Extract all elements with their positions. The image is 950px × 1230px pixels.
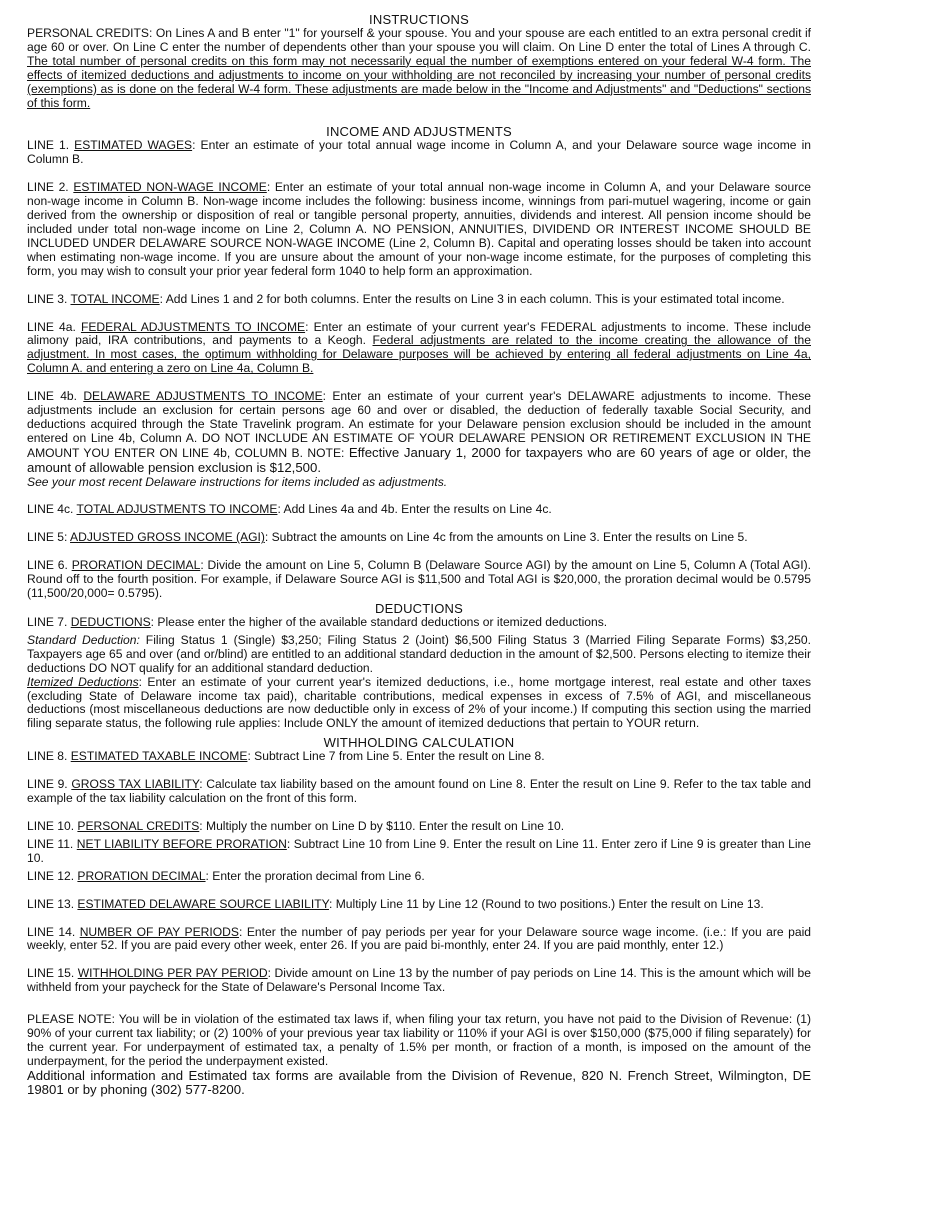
line-4b: LINE 4b. DELAWARE ADJUSTMENTS TO INCOME: Enter an estimate of your current year's DELAWARE adjustments to income. These adjustments include an exclusion for certain persons age 60 and over or disabled, the deduction of federally taxable Social Security, and deductions acquired through the State Travelink program. An estimate for your Delaware pension exclusion should be included in the amount entered on Line 4b, Column A. DO NOT INCLUDE AN ESTIMATE OF YOUR DELAWARE PENSION OR RETIREMENT EXCLUSION IN THE AMOUNT YOU ENTER ON LINE 4b, COLUMN B. NOTE: Effective January 1, 2000 for taxpayers who are 60 years of age or older, the amount of allowable pension exclusion is $12,500. See your most recent Delaware instructions for items included as adjustments. bbox=[27, 389, 811, 489]
additional-information: Additional information and Estimated tax forms are available from the Division of Revenue, 820 N. French Street, Wilmington, DE 19801 or by phoning (302) 577-8200. bbox=[27, 1067, 811, 1097]
itemized-deductions: Itemized Deductions: Enter an estimate of your current year's itemized deductions, i.e., home mortgage interest, real estate and other taxes (excluding State of Delaware income tax paid), charitable contributions, medical expenses in excess of 7.5% of AGI, and miscellaneous deductions (most miscellaneous deductions are now deductible only in excess of 2% of your income.) If computing this section using the married filing separate status, the following rule applies: Include ONLY the amount of itemized deductions that pertain to YOUR return. bbox=[27, 674, 811, 731]
line-10: LINE 10. PERSONAL CREDITS: Multiply the number on Line D by $110. Enter the result on Line 10. bbox=[27, 818, 565, 833]
line-14: LINE 14. NUMBER OF PAY PERIODS: Enter the number of pay periods per year for your Delaware source wage income. (i.e.: If you are paid weekly, enter 52. If you are paid every other week, enter 26. If you are paid bi-monthly, enter 24. If you are paid monthly, enter 12.) bbox=[27, 924, 812, 953]
line-15: LINE 15. WITHHOLDING PER PAY PERIOD: Divide amount on Line 13 by the number of pay periods on Line 14. This is the amount which will be withheld from your paycheck for the State of Delaware's Personal Income Tax. bbox=[27, 966, 812, 995]
line-1: LINE 1. ESTIMATED WAGES: Enter an estimate of your total annual wage income in Column A, and your Delaware source wage income in Column B. bbox=[27, 138, 811, 167]
line-12: LINE 12. PRORATION DECIMAL: Enter the proration decimal from Line 6. bbox=[27, 868, 425, 883]
section-income-adjustments: INCOME AND ADJUSTMENTS bbox=[326, 124, 512, 140]
standard-deduction: Standard Deduction: Filing Status 1 (Single) $3,250; Filing Status 2 (Joint) $6,500 Filing Status 3 (Married Filing Separate Forms) $3,250. Taxpayers age 65 and over (and or/blind) are entitled to an additional standard deduction in the amount of $2,500. Persons electing to itemize their deductions DO NOT qualify for an additional standard deduction. bbox=[27, 632, 811, 675]
line-13: LINE 13. ESTIMATED DELAWARE SOURCE LIABILITY: Multiply Line 11 by Line 12 (Round to two positions.) Enter the result on Line 13. bbox=[27, 896, 764, 911]
line-8: LINE 8. ESTIMATED TAXABLE INCOME: Subtract Line 7 from Line 5. Enter the result on Line 8. bbox=[27, 749, 545, 764]
line-11: LINE 11. NET LIABILITY BEFORE PRORATION: Subtract Line 10 from Line 9. Enter the result on Line 11. Enter zero if Line 9 is greater than Line 10. bbox=[27, 836, 811, 865]
line-6: LINE 6. PRORATION DECIMAL: Divide the amount on Line 5, Column B (Delaware Source AGI) by the amount on Line 5, Column A (Total AGI). Round off to the fourth position. For example, if Delaware Source AGI is $11,500 and Total AGI is $20,000, the proration decimal would be 0.5795 (11,500/20,000= 0.5795). bbox=[27, 558, 811, 601]
line-2: LINE 2. ESTIMATED NON-WAGE INCOME: Enter an estimate of your total annual non-wage income in Column A, and your Delaware source non-wage income in Column B. Non-wage income includes the following: business income, winnings from pari-mutuel wagering, income or gain derived from the ownership or disposition of real or tangible personal property, annuities, dividends and interest. All pension income should be included under total non-wage income on Line 2, Column A. NO PENSION, ANNUITIES, DIVIDEND OR INTEREST INCOME SHOULD BE INCLUDED UNDER DELAWARE SOURCE NON-WAGE INCOME (Line 2, Column B). Capital and operating losses should be taken into account when estimating non-wage income. If you are unsure about the amount of your non-wage income estimate, for the purposes of completing this form, you may wish to consult your prior year federal form 1040 to help form an approximation. bbox=[27, 180, 811, 278]
section-deductions: DEDUCTIONS bbox=[375, 601, 463, 616]
line-7: LINE 7. DEDUCTIONS: Please enter the higher of the available standard deductions or itemized deductions. bbox=[27, 615, 608, 629]
line-3: LINE 3. TOTAL INCOME: Add Lines 1 and 2 for both columns. Enter the results on Line 3 in each column. This is your estimated total income. bbox=[27, 291, 785, 306]
section-withholding: WITHHOLDING CALCULATION bbox=[323, 735, 515, 751]
line-5: LINE 5: ADJUSTED GROSS INCOME (AGI): Subtract the amounts on Line 4c from the amounts on Line 3. Enter the results on Line 5. bbox=[27, 530, 748, 545]
personal-credits-note: The total number of personal credits on this form may not necessarily equal the number of exemptions entered on your federal W-4 form. The effects of itemized deductions and adjustments to income on your withholding are not reconciled by increasing your number of personal credits (exemptions) as is done on the federal W-4 form. These adjustments are made below in the "Income and Adjustments" and "Deductions" sections of this form. bbox=[27, 53, 811, 110]
line-4c: LINE 4c. TOTAL ADJUSTMENTS TO INCOME: Add Lines 4a and 4b. Enter the results on Line 4c. bbox=[27, 502, 552, 517]
instructions-page bbox=[27, 12, 811, 1097]
page-title: INSTRUCTIONS bbox=[369, 12, 469, 27]
line-9: LINE 9. GROSS TAX LIABILITY: Calculate tax liability based on the amount found on Line 8. Enter the result on Line 9. Refer to the tax table and example of the tax liability calculation on the front of this form. bbox=[27, 777, 812, 806]
please-note: PLEASE NOTE: You will be in violation of the estimated tax laws if, when filing your tax return, you have not paid to the Division of Revenue: (1) 90% of your current tax liability; or (2) 100% of your previous year tax liability or 110% if your AGI is over $150,000 ($75,000 if filing separately) for the current year. For underpayment of estimated tax, a penalty of 1.5% per month, or fraction of a month, is imposed on the amount of the underpayment, for the period the underpayment existed. bbox=[27, 1012, 811, 1068]
personal-credits-paragraph: PERSONAL CREDITS: On Lines A and B enter "1" for yourself & your spouse. You and your spouse are each entitled to an extra personal credit if age 60 or over. On Line C enter the number of dependents other than your spouse you will claim. On Line D enter the total of Lines A through C. The total number of personal credits on this form may not necessarily equal the number of exemptions entered on your federal W-4 form. The effects of itemized deductions and adjustments to income on your withholding are not reconciled by increasing your number of personal credits (exemptions) as is done on the federal W-4 form. These adjustments are made below in the "Income and Adjustments" and "Deductions" sections of this form. bbox=[27, 26, 811, 110]
line-4a: LINE 4a. FEDERAL ADJUSTMENTS TO INCOME: Enter an estimate of your current year's FEDERAL adjustments to income. These include alimony paid, IRA contributions, and payments to a Keogh. Federal adjustments are related to the income creating the allowance of the adjustment. In most cases, the optimum withholding for Delaware purposes will be achieved by entering all federal adjustments on Line 4a, Column A. and entering a zero on Line 4a, Column B. bbox=[27, 319, 811, 376]
